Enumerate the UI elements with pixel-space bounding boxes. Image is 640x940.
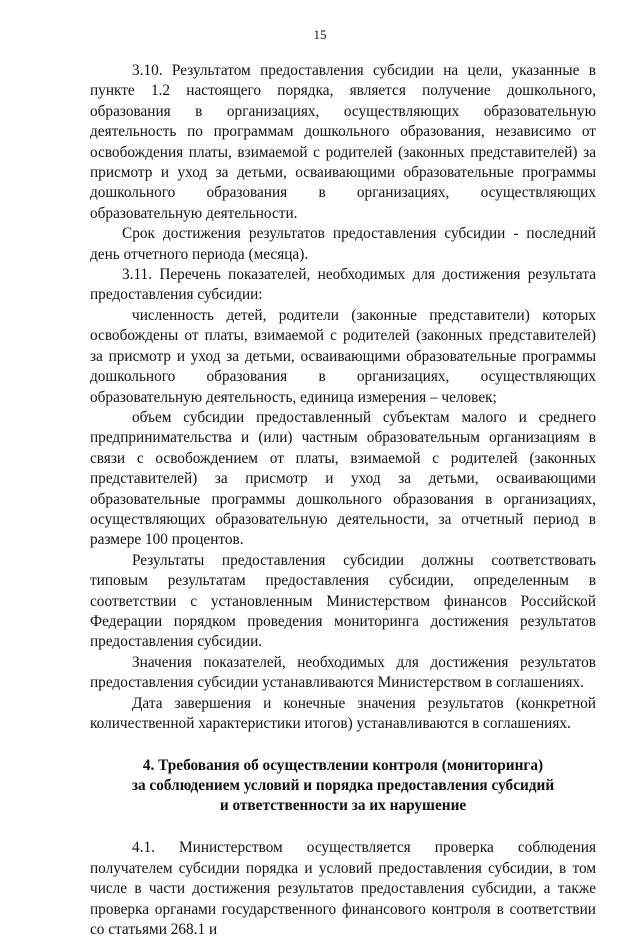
paragraph-results-typical: Результаты предоставления субсидии должны соответствовать типовым результатам предоставления субсидии, определенным в соответствии с установленным Министерством финансов Российской Федерации порядком проведения мониторинга достижения результатов предоставления субсидии. [90,551,596,651]
paragraph-3-11: 3.11. Перечень показателей, необходимых для достижения результата предоставления субсидии: [90,266,596,304]
section-heading-line-3: и ответственности за их нарушение [219,797,467,815]
paragraph-indicator-values: Значения показателей, необходимых для достижения результатов предоставления субсидии устанавливаются Министерством в соглашениях. [90,653,596,692]
section-4-heading [90,756,596,816]
paragraph-4-1: 4.1. Министерством осуществляется проверка соблюдения получателем субсидии порядка и условий предоставления субсидии, в том числе в части достижения результатов предоставления субсидии, а также проверка органами государственного финансового контроля в соответствии со статьями 268.1 и [90,839,596,939]
paragraph-indicator-volume: объем субсидии предоставленный субъектам малого и среднего предпринимательства и (или) частным образовательным организациям в связи с освобождением от платы, взимаемой с родителей (законных представителей) за присмотр и уход за детьми, осваивающими образовательные программы дошкольного образования в организациях, осуществляющих образовательную деятельности, за отчетный период в размере 100 процентов. [90,408,596,549]
paragraph-3-10: 3.10. Результатом предоставления субсидии на цели, указанные в пункте 1.2 настоящего порядка, является получение дошкольного, образования в организациях, осуществляющих образовательную деятельность по программам дошкольного образования, независимо от освобождения платы, взимаемой с родителей (законных представителей) за присмотр и уход за детьми, осваивающими образовательные программы дошкольного образования в организациях, осуществляющих образовательную деятельности. [90,62,596,222]
section-heading-line-2: за соблюдением условий и порядка предоставления субсидий [131,777,555,795]
paragraph-completion-date: Дата завершения и конечные значения результатов (конкретной количественной характеристики итогов) устанавливаются в соглашениях. [90,694,596,732]
page-number: 15 [313,27,327,42]
document-body [90,61,596,940]
paragraph-deadline: Срок достижения результатов предоставления субсидии - последний день отчетного периода (месяца). [90,225,596,263]
paragraph-indicator-children: численность детей, родители (законные представители) которых освобождены от платы, взимаемой с родителей (законных представителей) за присмотр и уход за детьми, осваивающими образовательные программы дошкольного образования в организациях, осуществляющих образовательную деятельность, единица измерения – человек; [90,306,596,406]
section-heading-line-1: 4. Требования об осуществлении контроля (мониторинга) [142,757,544,775]
